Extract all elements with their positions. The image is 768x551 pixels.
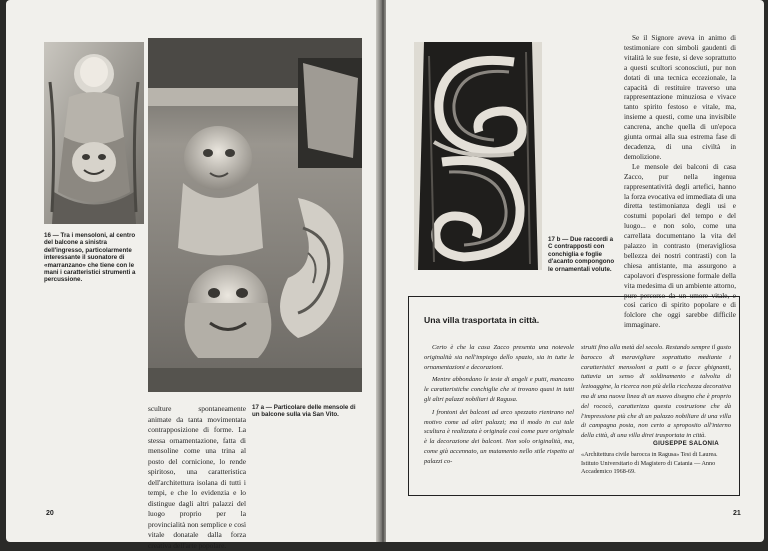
photo-musician-corbel (44, 42, 144, 224)
page-number-left: 20 (46, 510, 54, 517)
c-scrolls-sculpture-image (414, 42, 542, 270)
sidebar-reference: «Architettura civile barocca in Ragusa» Tesi di Laurea. Istituto Universitario di Magistero di Catania — Anno Accademico 1968-69. (581, 451, 718, 476)
sidebar-col1-paragraph-3: I frontoni dei balconi ad arco spezzato rientrano nel motivo come ad altri palazzi; ma il modo in cui tale scultura è realizzata è originale così come pure originale è la decorazione dei balconi. Non solo originalità, ma, come già accennato, un mutamento nello stile rispetto ai palazzi co- (424, 408, 574, 465)
page-number-right: 21 (733, 510, 741, 517)
sidebar-box (408, 296, 740, 496)
musician-sculpture-image (44, 42, 144, 224)
caption-17b (548, 236, 618, 273)
right-body-paragraph-2: Le mensole dei balconi di casa Zacco, pur nella ingenua rappresentatività degli artefici, hanno la forza evocativa ed immediata di una diretta testimonianza degli usi e costumi popolari del tempo e del luogo... e non solo, come una carrellata documentano la vita del palazzo in contrasto (meravigliosa bellezza dei nostri contrasti) con la chiesa antistante, ma assurgono a capolavori d'espressione formale della vita medesima di un ambiente attorno, pure percorso da un umore vitale, e così carico di spirito popolare e di folclore che oggi sarebbe difficile immaginare. (624, 162, 736, 330)
corbels-sculpture-image (148, 38, 362, 392)
photo-c-scrolls (414, 42, 542, 270)
sidebar-col2-paragraph-1: struiti fino alla metà del secolo. Restando sempre il gusto barocco di meravigliare soprattutto mediante i caratteristici mensoloni a putti o a facce ghignanti, tuttavia un senso di soldinamento e talvolta di lezioaggine, la ricerca non più della ricchezza decorativa ma di una nuova linea di un nuovo disegno che è proprio del rococò, caratterizza questa costruzione che dà l'impressione più che di un palazzo nobiliare di una villa di campagna posta, non certo a sproposito all'interno della città, di una villa direi trasportata in città. (581, 344, 731, 440)
caption-16-text: — Tra i mensoloni, al centro del balcone a sinistra dell'ingresso, particolarmente interessante il suonatore di «marranzano» che tiene con le mani i caratteristici strumenti a percussione. (44, 232, 136, 284)
caption-17a-number: 17 a (252, 404, 265, 411)
sidebar-col1-paragraph-1: Certo è che la casa Zacco presenta una notevole originalità sia nell'impiego dello spazio, sia in tutte le ornamentazioni e decorazioni. (424, 344, 574, 371)
caption-17b-text: — Due raccordi a C contrapposti con conchiglia e foglie d'acanto compongono le ornamentali volute. (548, 236, 615, 273)
caption-16-number: 16 (44, 232, 51, 239)
sidebar-box-title: Una villa trasportata in città. (424, 315, 540, 325)
photo-balcony-corbels (148, 38, 362, 392)
caption-16 (44, 232, 142, 284)
left-body-paragraph: sculture spontaneamente animate da tanta movimentata contrapposizione di forme. La stessa ornamentazione, fatta di mensoline come una trina al posto del cornicione, lo rende spiritoso, una caratteristica dell'architettura isolana di tutti i tempi, e che lo evidenzia e lo distingue dagli altri palazzi del luogo proprio per la provincialità non semplice e così vitale donatale dalla forza creativa dell'arte popolare. (148, 404, 246, 550)
sidebar-box-column-2 (581, 343, 731, 444)
sidebar-signature: GIUSEPPE SALONIA (653, 440, 719, 447)
right-page (386, 0, 764, 542)
sidebar-box-column-1 (424, 343, 574, 470)
right-body-paragraph-1: Se il Signore aveva in animo di testimoniare con simboli gaudenti di vitalità le sue feste, si deve soprattutto a questi scultori sconosciuti, pur non dotati di una tecnica eccezionale, la capacità di restituire traverso una rappresentazione minuziosa e vivace tanto spirito festoso e vitale, ma, insieme a questi, come una invisibile cancrena, anche quella di un'epoca giunta ormai alla sua estrema fase di decadenza, di una civiltà in demolizione. (624, 34, 736, 161)
caption-17b-number: 17 b (548, 236, 561, 243)
right-body-text (624, 34, 736, 331)
left-body-text (148, 404, 246, 551)
caption-17a-text: — Particolare delle mensole di un balcone sulla via San Vito. (252, 404, 356, 419)
sidebar-col1-paragraph-2: Mentre abbondano le teste di angeli e putti, mancano le caratteristiche conchiglie che si trovano quasi in tutti gli altri palazzi nobiliari di Ragusa. (424, 376, 574, 403)
left-page (6, 0, 382, 550)
caption-17a (252, 404, 362, 419)
